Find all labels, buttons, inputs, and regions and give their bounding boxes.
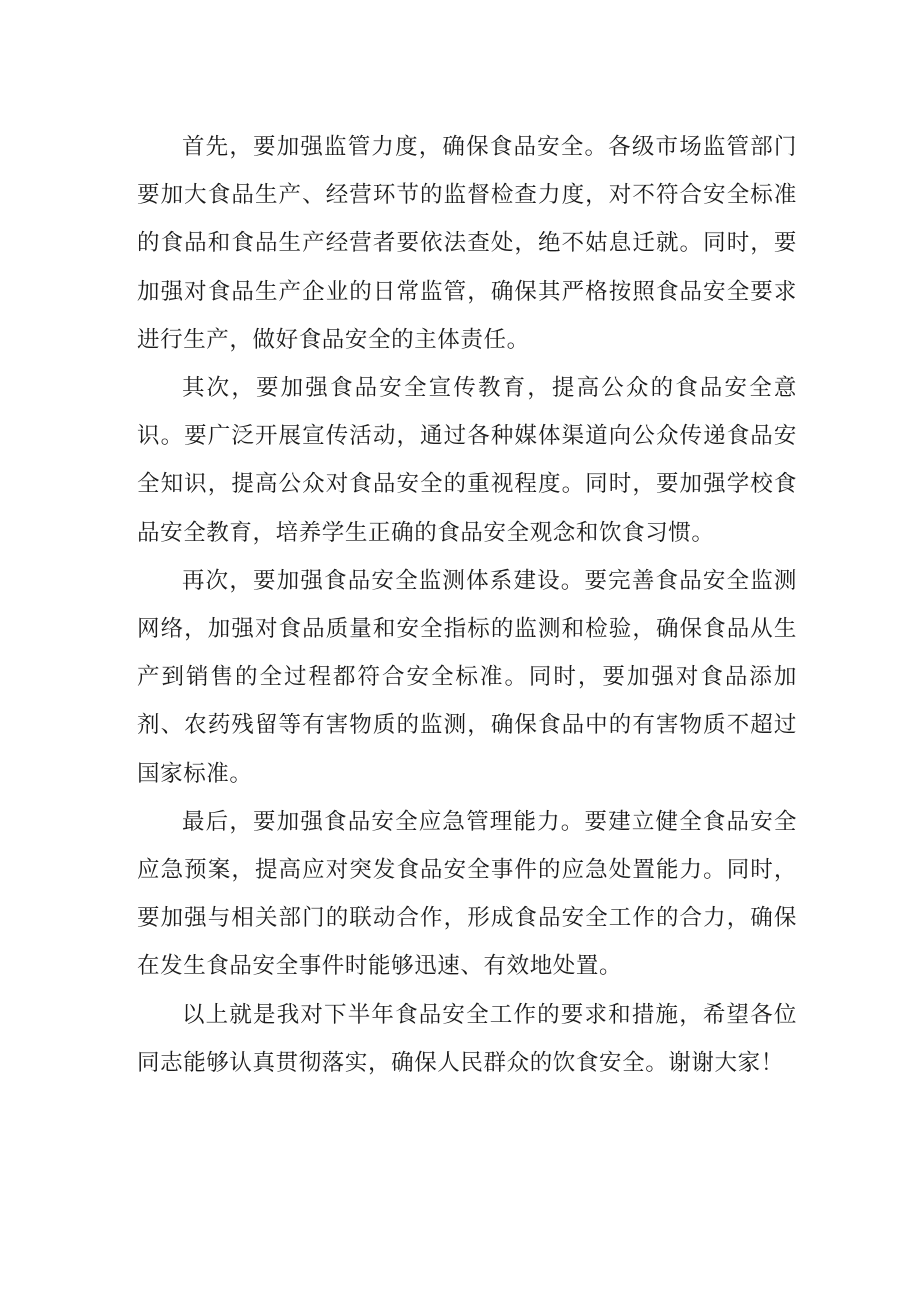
paragraph-supervision: 首先，要加强监管力度，确保食品安全。各级市场监管部门要加大食品生产、经营环节的监督检查力度，对不符合安全标准的食品和食品生产经营者要依法查处，绝不姑息迁就。同时，要加强对食品生产企业的日常监管，确保其严格按照食品安全要求进行生产，做好食品安全的主体责任。 [137, 134, 797, 353]
paragraph-emergency: 最后，要加强食品安全应急管理能力。要建立健全食品安全应急预案，提高应对突发食品安全事件的应急处置能力。同时，要加强与相关部门的联动合作，形成食品安全工作的合力，确保在发生食品安全事件时能够迅速、有效地处置。 [137, 808, 797, 980]
paragraph-closing: 以上就是我对下半年食品安全工作的要求和措施，希望各位同志能够认真贯彻落实，确保人民群众的饮食安全。谢谢大家！ [137, 1001, 797, 1076]
paragraph-education: 其次，要加强食品安全宣传教育，提高公众的食品安全意识。要广泛开展宣传活动，通过各种媒体渠道向公众传递食品安全知识，提高公众对食品安全的重视程度。同时，要加强学校食品安全教育，培养学生正确的食品安全观念和饮食习惯。 [137, 375, 797, 546]
document-body [137, 123, 797, 1087]
paragraph-monitoring: 再次，要加强食品安全监测体系建设。要完善食品安全监测网络，加强对食品质量和安全指标的监测和检验，确保食品从生产到销售的全过程都符合安全标准。同时，要加强对食品添加剂、农药残留等有害物质的监测，确保食品中的有害物质不超过国家标准。 [137, 567, 797, 787]
